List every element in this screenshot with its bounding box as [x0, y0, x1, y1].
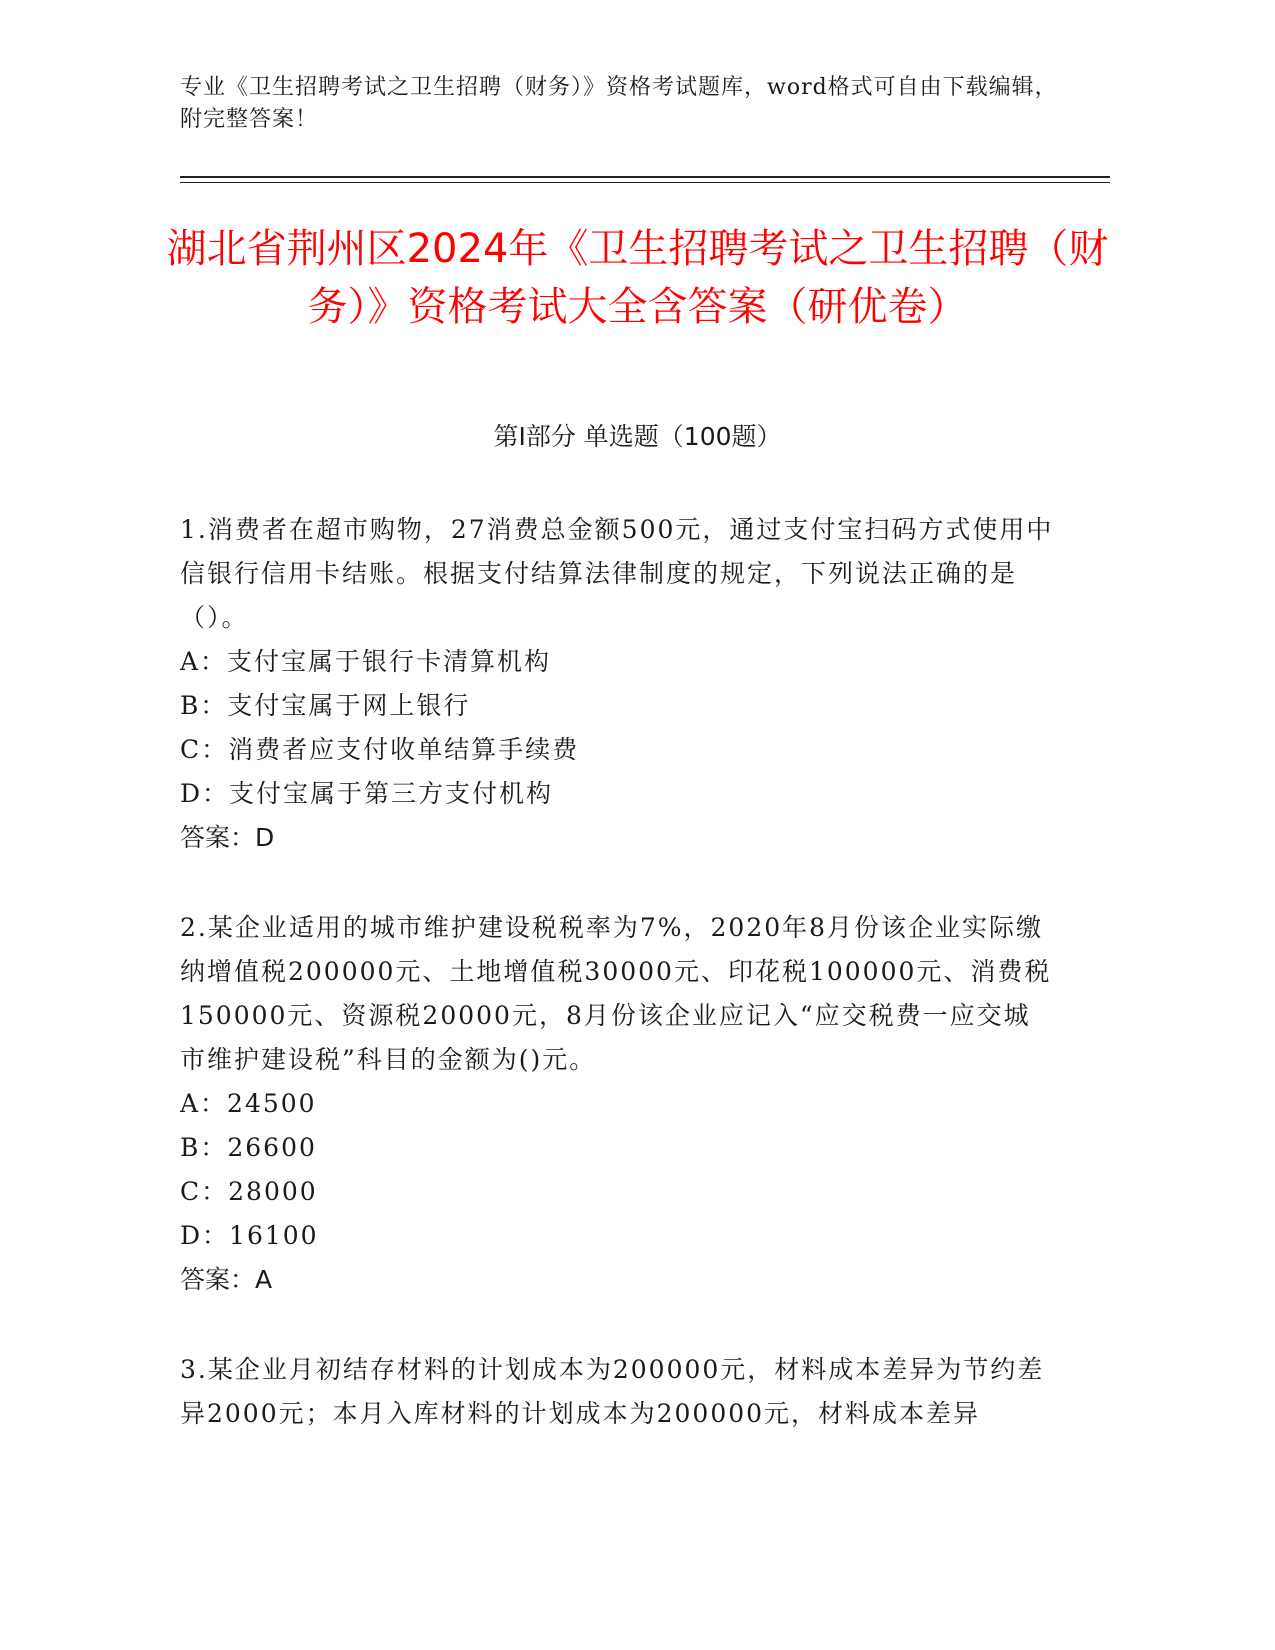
- question-option-a: A：24500: [180, 1089, 317, 1118]
- question-option-d: D：支付宝属于第三方支付机构: [180, 779, 554, 808]
- document-header-note: 专业《卫生招聘考试之卫生招聘（财务）》资格考试题库，word格式可自由下载编辑，附完整答案！: [180, 75, 1058, 132]
- header-divider-thin: [180, 182, 1110, 183]
- question-answer: 答案：A: [180, 1265, 273, 1294]
- question-stem: 3.某企业月初结存材料的计划成本为200000元，材料成本差异为节约差异2000元；本月入库材料的计划成本为200000元，材料成本差异: [180, 1355, 1045, 1428]
- section-heading: 第Ⅰ部分 单选题（100题）: [493, 422, 782, 451]
- question-option-a: A：支付宝属于银行卡清算机构: [180, 647, 552, 676]
- document-title: 湖北省荆州区2024年《卫生招聘考试之卫生招聘（财务）》资格考试大全含答案（研优卷）: [166, 226, 1109, 330]
- question-item: [180, 1348, 1055, 1436]
- question-item: [180, 906, 1055, 1302]
- question-stem: 1.消费者在超市购物，27消费总金额500元，通过支付宝扫码方式使用中信银行信用卡结账。根据支付结算法律制度的规定，下列说法正确的是（）。: [180, 515, 1054, 632]
- question-option-b: B：支付宝属于网上银行: [180, 691, 471, 720]
- question-option-d: D：16100: [180, 1221, 319, 1250]
- header-divider-thick: [180, 176, 1110, 178]
- question-stem: 2.某企业适用的城市维护建设税税率为7%，2020年8月份该企业实际缴纳增值税200000元、土地增值税30000元、印花税100000元、消费税150000元、资源税20000元，8月份该企业应记入“应交税费一应交城市维护建设税”科目的金额为()元。: [180, 913, 1052, 1074]
- question-option-c: C：28000: [180, 1177, 318, 1206]
- question-option-c: C：消费者应支付收单结算手续费: [180, 735, 580, 764]
- question-item: [180, 508, 1055, 860]
- question-option-b: B：26600: [180, 1133, 317, 1162]
- question-list: [180, 508, 1055, 1482]
- question-answer: 答案：D: [180, 823, 275, 852]
